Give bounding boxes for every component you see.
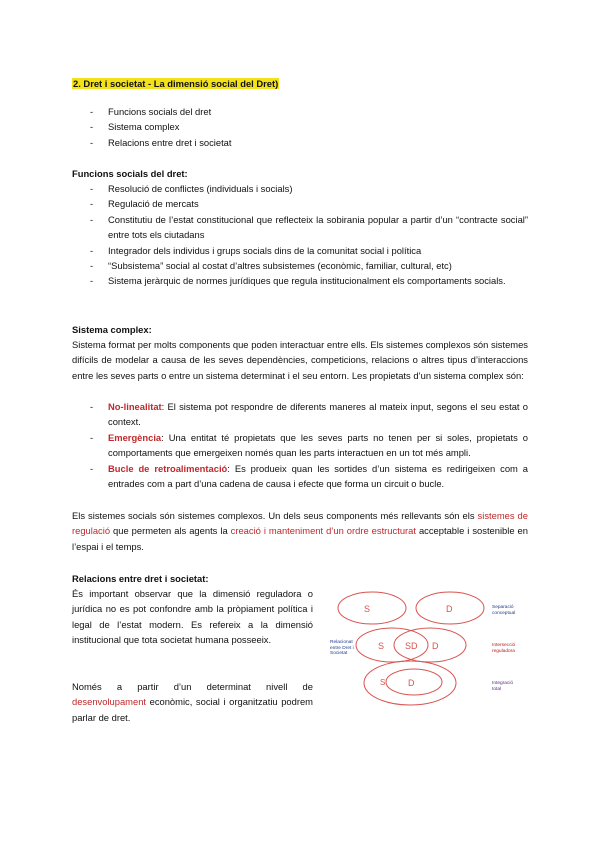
complex-properties [90, 399, 528, 491]
law-label: D [446, 604, 453, 614]
list-item: - Integrador dels individus i grups socials dins de la comunitat social i política [90, 244, 422, 256]
section-heading [72, 76, 279, 91]
list-item: - Sistema complex [90, 121, 180, 133]
list-item: - “Subsistema” social al costat d’altres subsistemes (econòmic, familiar, cultural, etc) [90, 260, 452, 272]
list-item: - Constitutiu de l’estat constitucional que reflecteix la sobirania popular a partir d’un “contracte social” entre tots els ciutadans [90, 213, 528, 241]
legend-integration: Integració total [492, 681, 514, 692]
relations-paragraph-2: Només a partir d’un determinat nivell de desenvolupament econòmic, social i organitzatiu podrem parlar de dret. [72, 681, 313, 723]
complex-intro: Sistema format per molts components que poden interactuar entre ells. Els sistemes complexos són sistemes difícils de modelar a causa de les seves dependències, competicions, relacions o altres tipus d’interaccions entre les seves parts o entre un sistema determinat i el seu entorn. Les propietats d’un sistema complex són: [72, 339, 528, 381]
law-label: D [432, 641, 439, 651]
functions-list [90, 181, 528, 289]
list-item: - Regulació de mercats [90, 198, 199, 210]
functions-title: Funcions socials del dret: [72, 168, 188, 179]
section-heading-text: 2. Dret i societat - La dimensió social del Dret) [73, 78, 279, 89]
society-label: S [378, 641, 385, 651]
list-item: - Sistema jeràrquic de normes jurídiques que regula institucionalment els comportaments socials. [90, 275, 506, 287]
outline-list [90, 104, 232, 150]
list-item: - Emergència: Una entitat té propietats que les seves parts no tenen per si soles, propietats o comportaments que emergeixen només quan les parts interactuen en un tot més ampli. [90, 431, 528, 459]
list-item: - Relacions entre dret i societat [90, 136, 232, 148]
society-label: S [380, 678, 386, 687]
list-item: - Resolució de conflictes (individuals i socials) [90, 183, 293, 194]
diagram-note-left: Relacionat entre Dret i Societat [330, 640, 354, 657]
relations-paragraph-1: És important observar que la dimensió reguladora o jurídica no es pot confondre amb la pròpiament política i legal de l’estat modern. Es refereix a la dimensió institucional que tota societat humana posseeix. [72, 588, 313, 646]
relations-title: Relacions entre dret i societat: [72, 573, 209, 584]
complex-paragraph: Els sistemes socials són sistemes complexos. Un dels seus components més rellevants són els sistemes de regulació que permeten als agents la creació i manteniment d’un ordre estructurat acceptable i sostenible en l’espai i el temps. [72, 510, 528, 552]
society-ellipse-separated [338, 592, 406, 624]
legend-intersection: Intersecció reguladora [492, 643, 516, 654]
law-label: D [408, 678, 415, 688]
complex-title: Sistema complex: [72, 324, 152, 335]
legend-separated: Separació conceptual [492, 605, 516, 616]
list-item: - No-linealitat: El sistema pot respondre de diferents maneres al mateix input, segons el seu estat o context. [90, 401, 528, 428]
list-item: - Funcions socials del dret [90, 106, 212, 117]
list-item: - Bucle de retroalimentació: Es produeix quan les sortides d’un sistema es redirigeixen com a entrades com a part d’una cadena de causa i efecte que forma un circuit o bucle. [90, 462, 529, 490]
society-label: S [364, 604, 371, 614]
intersection-label: SD [405, 641, 418, 651]
